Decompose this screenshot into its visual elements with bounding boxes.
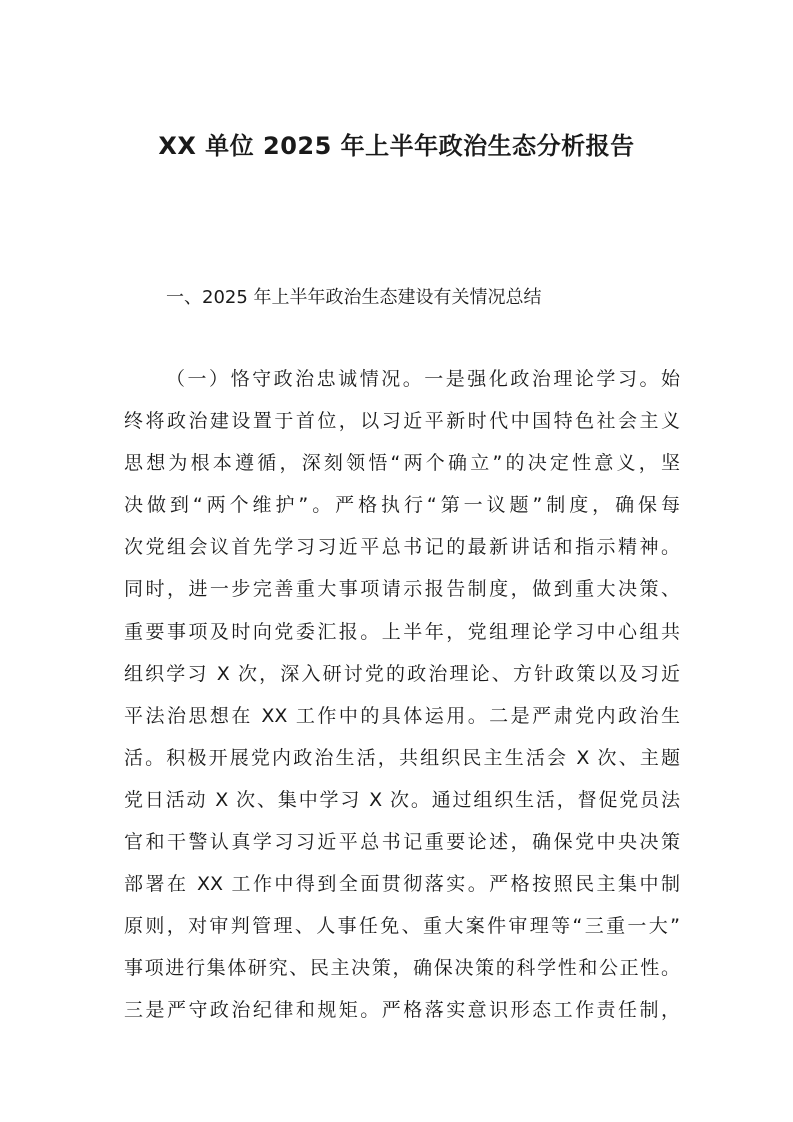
paragraph-line: 党日活动 X 次、集中学习 X 次。通过组织生活，督促党员法 xyxy=(124,788,680,811)
paragraph-line: 次党组会议首先学习习近平总书记的最新讲话和指示精神。 xyxy=(124,536,680,559)
paragraph-line: 部署在 XX 工作中得到全面贯彻落实。严格按照民主集中制 xyxy=(124,873,680,896)
paragraph-line: 活。积极开展党内政治生活，共组织民主生活会 X 次、主题 xyxy=(124,746,680,769)
section-heading: 一、2025 年上半年政治生态建设有关情况总结 xyxy=(166,287,542,308)
paragraph-line: 组织学习 X 次，深入研讨党的政治理论、方针政策以及习近 xyxy=(124,662,680,685)
paragraph-line: 平法治思想在 XX 工作中的具体运用。二是严肃党内政治生 xyxy=(124,704,680,727)
paragraph-line: 官和干警认真学习习近平总书记重要论述，确保党中央决策 xyxy=(124,831,680,854)
paragraph-line: 重要事项及时向党委汇报。上半年，党组理论学习中心组共 xyxy=(124,620,680,643)
paragraph-line: 决做到“两个维护”。严格执行“第一议题”制度，确保每 xyxy=(124,494,680,517)
body-paragraph xyxy=(124,358,680,1032)
paragraph-line: （一）恪守政治忠诚情况。一是强化政治理论学习。始 xyxy=(166,368,680,390)
paragraph-line: 原则，对审判管理、人事任免、重大案件审理等“三重一大” xyxy=(124,915,680,938)
paragraph-line: 同时，进一步完善重大事项请示报告制度，做到重大决策、 xyxy=(124,578,680,601)
paragraph-line: 终将政治建设置于首位，以习近平新时代中国特色社会主义 xyxy=(124,410,680,433)
paragraph-line: 思想为根本遵循，深刻领悟“两个确立”的决定性意义，坚 xyxy=(124,452,680,475)
paragraph-line: 三是严守政治纪律和规矩。严格落实意识形态工作责任制， xyxy=(124,999,680,1022)
paragraph-line: 事项进行集体研究、民主决策，确保决策的科学性和公正性。 xyxy=(124,957,680,980)
document-title: XX 单位 2025 年上半年政治生态分析报告 xyxy=(158,132,635,160)
